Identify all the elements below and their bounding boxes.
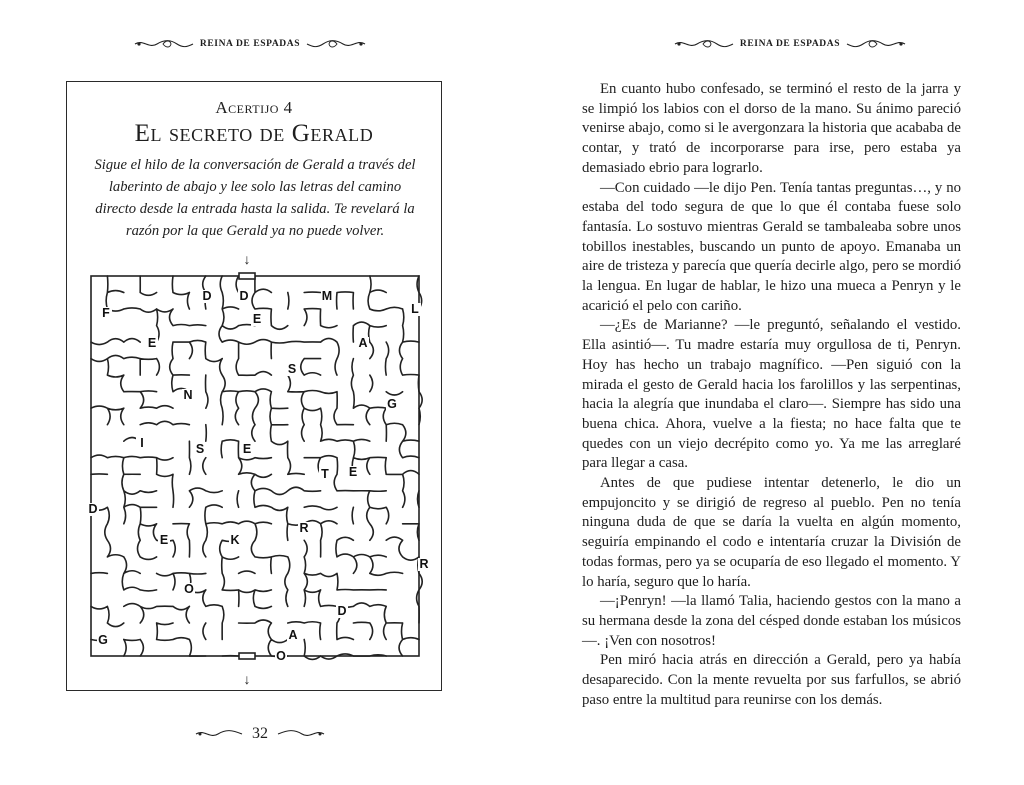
maze-letter: F [102,306,110,320]
maze-letter: D [337,604,347,618]
maze-letter: S [287,362,297,376]
maze-letter: E [252,312,262,326]
body-text [582,80,961,711]
maze-letter: O [276,649,286,663]
maze-letter: M [321,289,333,303]
maze-letter: R [419,557,429,571]
maze-letter: E [147,336,157,350]
puzzle-number: Acertijo 4 [215,98,293,117]
paragraph: Pen miró hacia atrás en dirección a Gerald, pero ya había desaparecido. Con la mente revuelta por sus farfullos, se abrió paso entre la multitud para reunirse con los demás. [582,652,961,708]
folio-flourish-right-icon [276,728,326,740]
maze-letter: G [387,397,397,411]
maze-letter: D [202,289,212,303]
running-head-title: REINA DE ESPADAS [199,39,301,49]
maze-letter: O [184,582,194,596]
maze-graphic [77,250,429,690]
maze-letter: S [195,442,205,456]
maze-entry-arrow: ↓ [243,253,251,268]
maze-letter: L [411,302,419,316]
maze-letter: D [239,289,249,303]
maze-letter: D [88,502,98,516]
right-page [512,0,1024,785]
paragraph: En cuanto hubo confesado, se terminó el resto de la jarra y se limpió los labios con el dorso de la mano. Su ánimo pareció venirse abajo, como si le avergonzara la historia que acababa de contar, y trató de incorporarse para irse, pero estaba ya demasiado ebrio para lograrlo. [582,81,961,176]
puzzle-instructions: Sigue el hilo de la conversación de Gerald a través del laberinto de abajo y lee solo las letras del camino directo desde la entrada hasta la salida. Te revelará la razón por la que Gerald ya no puede volver. [94,157,416,239]
maze-letter: G [98,633,108,647]
flourish-right-icon [305,38,367,50]
maze-exit-arrow: ↓ [243,673,251,688]
maze-letter: E [159,533,169,547]
paragraph: —¿Es de Marianne? —le preguntó, señalando el vestido. Ella asintió—. Tu madre estaría muy orgullosa de ti, Penryn. Hoy has hecho un trabajo magnífico. —Pen siguió con la mirada el gesto de Gerald hacia los farolillos y las serpentinas, hacia la alegría que inundaba el claro—. Siempre has sido una buena chica. Ahora, vuelve a la fiesta; no hace falta que te quedes con un viejo decrépito como yo. Ya me las arreglaré para llegar a casa. [582,317,961,472]
maze-letter: N [183,388,193,402]
maze-letter: E [348,465,358,479]
paragraph: —Con cuidado —le dijo Pen. Tenía tantas preguntas…, y no estaba del todo segura de que lo que él contaba fuese solo fantasía. Lo sostuvo mientras Gerald se tambaleaba sobre unos tobillos inestables, buscando un punto de apoyo. Emanaba un aire de tristeza y parecía que quería decirle algo, pero se mordió la lengua. En lugar de hablar, le hizo una mueca a Penryn y le acarició el pelo con cariño. [582,179,961,314]
puzzle-box [66,81,442,691]
flourish-left-icon [673,38,735,50]
flourish-right-icon [845,38,907,50]
folio [170,722,350,746]
running-head-right [660,34,920,54]
flourish-left-icon [133,38,195,50]
running-head-left [120,34,380,54]
page-number: 32 [252,725,268,742]
paragraph: —¡Penryn! —la llamó Talia, haciendo gestos con la mano a su hermana desde la zona del césped donde estaban los músicos—. ¡Ven con nosotros! [582,593,961,649]
maze-walls [91,276,422,659]
maze-letter: I [140,436,144,450]
paragraph: Antes de que pudiese intentar detenerlo, le dio un empujoncito y se dirigió de regreso al pueblo. Pen no tenía ninguna duda de que se daría la vuelta en algún momento, seguiría empinando el codo e intentaría cruzar la División de todas formas, pero ya se ocuparía de eso llegado el momento. Y lo haría, seguro que lo haría. [582,475,961,590]
folio-flourish-left-icon [194,728,244,740]
maze-letter: T [321,467,329,481]
maze-letter: E [242,442,252,456]
maze-letter: R [299,521,309,535]
maze-letter: K [230,533,240,547]
maze-letter: A [288,628,298,642]
maze-letter: A [358,336,368,350]
puzzle-title: El secreto de Gerald [134,120,374,147]
running-head-title: REINA DE ESPADAS [739,39,841,49]
maze [77,250,429,690]
